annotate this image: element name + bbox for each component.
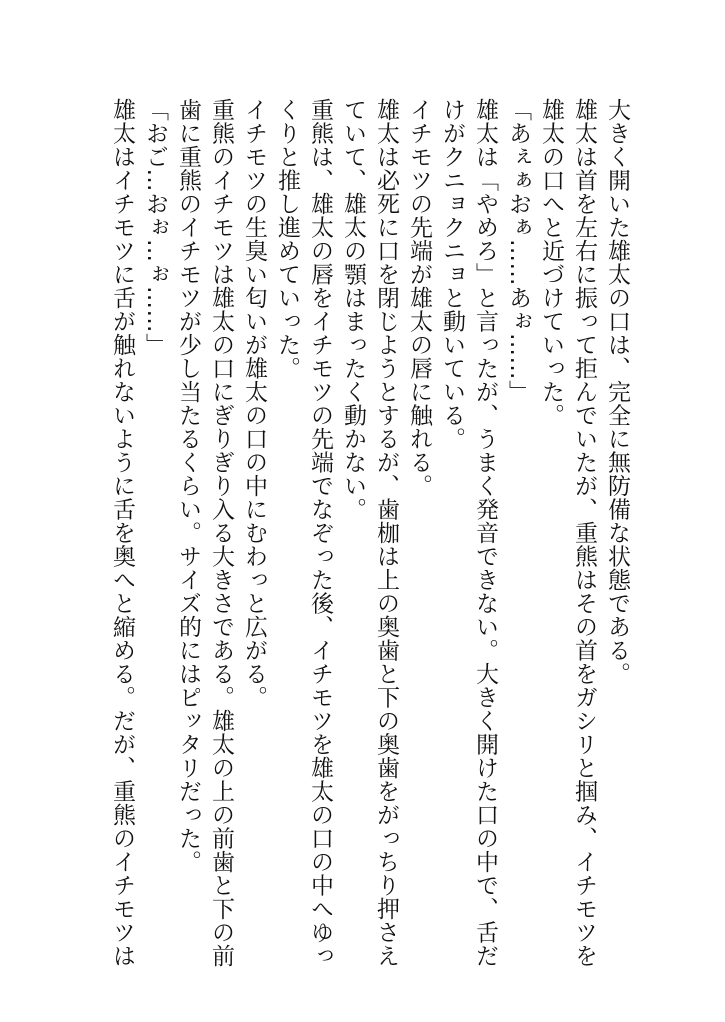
text-line-15: 「おご…おぉ…ぉ……」 — [142, 98, 168, 357]
text-line-12: イチモツの生臭い匂いが雄太の口の中にむわっと広がる。 — [241, 98, 267, 709]
text-line-14: 歯に重熊のイチモツが少し当たるくらい。サイズ的にはピッタリだった。 — [175, 98, 201, 874]
text-line-1: 大きく開いた雄太の口は、完全に無防備な状態である。 — [604, 98, 630, 686]
text-line-16: 雄太はイチモツに舌が触れないように舌を奥へと縮める。だが、重熊のイチモツは — [109, 98, 135, 968]
text-line-10: 重熊は、雄太の唇をイチモツの先端でなぞった後、イチモツを雄太の口の中へゆっ — [307, 98, 333, 968]
vertical-text-block — [105, 98, 633, 968]
text-line-2: 雄太は首を左右に振って拒んでいたが、重熊はその首をガシリと掴み、イチモツを — [571, 98, 597, 968]
text-line-5: 雄太は「やめろ」と言ったが、うまく発音できない。大きく開けた口の中で、舌だ — [472, 98, 498, 968]
text-line-6: けがクニョクニョと動いている。 — [439, 98, 465, 451]
text-line-7: イチモツの先端が雄太の唇に触れる。 — [406, 98, 432, 498]
text-line-9: ていて、雄太の顎はまったく動かない。 — [340, 98, 366, 521]
text-line-13: 重熊のイチモツは雄太の口にぎりぎり入る大きさである。雄太の上の前歯と下の前 — [208, 98, 234, 968]
text-line-8: 雄太は必死に口を閉じようとするが、歯枷は上の奥歯と下の奥歯をがっちり押さえ — [373, 98, 399, 968]
text-line-3: 雄太の口へと近づけていった。 — [538, 98, 564, 427]
text-line-11: くりと推し進めていった。 — [274, 98, 300, 380]
text-line-4: 「あぇぁおぁ……あぉ……」 — [505, 98, 531, 404]
